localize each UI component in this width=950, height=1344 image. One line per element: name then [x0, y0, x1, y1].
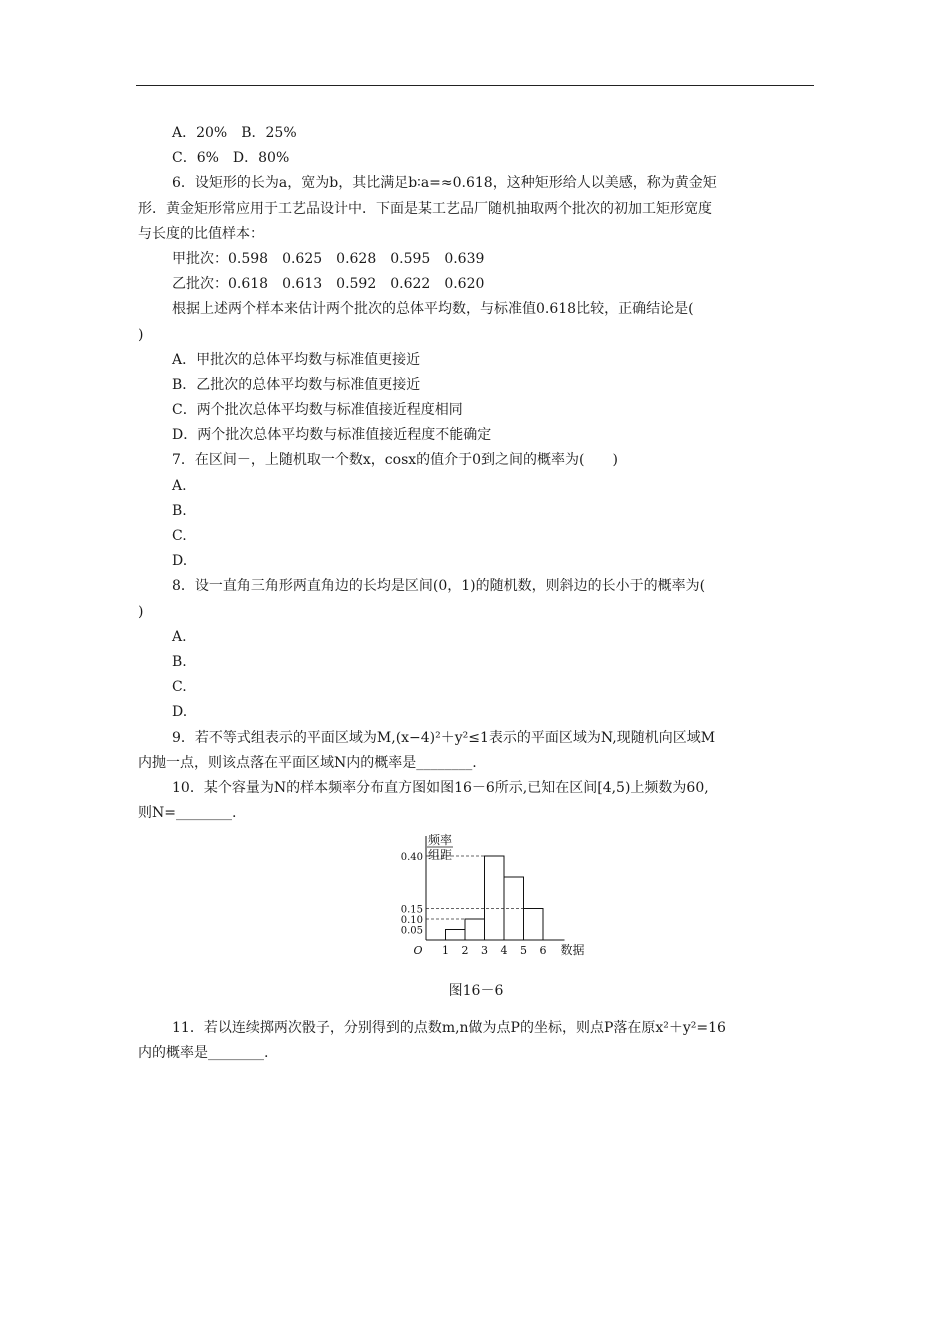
q7-option-a: A. [172, 477, 187, 494]
y-axis-label-numerator: 频率 [427, 833, 453, 848]
y-tick-label: 0.05 [400, 925, 423, 937]
histogram-bar [465, 919, 485, 940]
x-tick-label: 3 [481, 944, 488, 958]
q6-stem-line3: 与长度的比值样本： [138, 225, 264, 242]
q6-option-a: A．甲批次的总体平均数与标准值更接近 [172, 351, 421, 368]
x-tick-label: 4 [500, 944, 508, 958]
q6-option-c: C．两个批次总体平均数与标准值接近程度相同 [172, 402, 463, 419]
q7-option-d: D. [172, 553, 188, 570]
q10-stem-line2: 则N=________. [138, 805, 237, 822]
q11-stem-line1: 11．若以连续掷两次骰子，分别得到的点数m,n做为点P的坐标，则点P落在原x²＋y²=16 [172, 1020, 726, 1037]
y-tick-label: 0.40 [400, 852, 423, 864]
q8-option-c: C. [172, 679, 187, 696]
q7-stem: 7．在区间－，上随机取一个数x，cosx的值介于0到之间的概率为( ) [172, 452, 618, 469]
x-tick-label: 2 [461, 944, 469, 958]
x-tick-label: 1 [442, 944, 449, 958]
q6-option-d: D．两个批次总体平均数与标准值接近程度不能确定 [172, 427, 492, 444]
q6-batch-b: 乙批次：0.618 0.613 0.592 0.622 0.620 [172, 276, 485, 293]
histogram-bar [485, 856, 505, 940]
x-axis-label: 数据 [560, 943, 585, 958]
q6-option-b: B．乙批次的总体平均数与标准值更接近 [172, 376, 421, 393]
q7-option-c: C. [172, 528, 187, 544]
q10-stem-line1: 10．某个容量为N的样本频率分布直方图如图16－6所示,已知在区间[4,5)上频数为60, [172, 779, 709, 796]
q8-option-a: A. [172, 628, 187, 645]
histogram-figure [138, 826, 814, 1016]
q6-stem-line1: 6．设矩形的长为a，宽为b，其比满足b∶a=≈0.618，这种矩形给人以美感，称为黄金矩 [172, 175, 717, 192]
q6-stem-line4: 根据上述两个样本来估计两个批次的总体平均数，与标准值0.618比较，正确结论是( [172, 301, 694, 318]
q9-stem-line1: 9．若不等式组表示的平面区域为M,(x−4)²＋y²≤1表示的平面区域为N,现随机向区域M [172, 729, 716, 746]
histogram-bar [446, 930, 466, 941]
histogram-chart [396, 832, 596, 962]
q6-batch-a: 甲批次：0.598 0.625 0.628 0.595 0.639 [172, 250, 485, 267]
figure-caption: 图16－6 [448, 983, 504, 1000]
q7-option-b: B. [172, 502, 187, 519]
q5-options-row1: A．20% B．25% [172, 125, 297, 141]
q5-options-row2: C．6% D．80% [172, 150, 290, 167]
q9-stem-line2: 内抛一点，则该点落在平面区域N内的概率是________. [138, 754, 477, 771]
x-tick-label: 5 [520, 944, 527, 958]
q6-stem-line2: 形．黄金矩形常应用于工艺品设计中．下面是某工艺品厂随机抽取两个批次的初加工矩形宽度 [138, 200, 712, 217]
q8-option-b: B. [172, 653, 187, 670]
q8-stem-line1: 8．设一直角三角形两直角边的长均是区间(0，1)的随机数，则斜边的长小于的概率为( [172, 578, 706, 595]
origin-label: O [413, 944, 423, 958]
q8-stem-line2: ) [138, 603, 144, 620]
q11-stem-line2: 内的概率是________. [138, 1045, 269, 1062]
y-tick-label: 0.15 [400, 904, 423, 916]
q6-stem-line5: ) [138, 326, 144, 343]
y-axis-label-denominator: 组距 [427, 848, 453, 863]
x-tick-label: 6 [539, 944, 547, 958]
document-body [138, 121, 814, 1067]
y-tick-label: 0.10 [400, 915, 423, 927]
header-rule [136, 85, 814, 86]
q8-option-d: D. [172, 704, 188, 721]
histogram-bar [524, 909, 544, 941]
